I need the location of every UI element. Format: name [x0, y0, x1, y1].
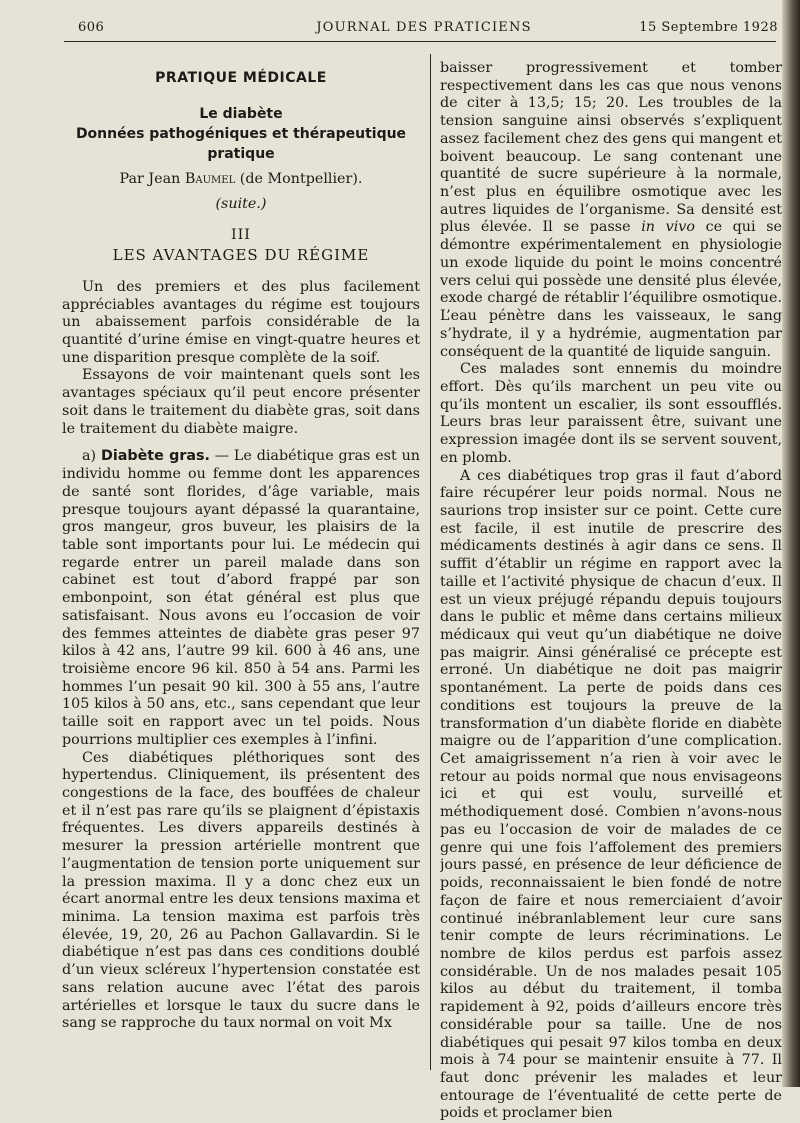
left-column — [62, 60, 420, 1033]
running-header — [64, 20, 784, 42]
paragraph: A ces diabétiques trop gras il faut d’abord faire récupérer leur poids normal. Nous ne saurions trop insister sur ce point. Cette cure est facile, il est inutile de prescrire des médicaments destinés à agir dans ce sens. Il suffit d’établir un régime en rapport avec la taille et l’activité physique de chacun d’eux. Il est un vieux préjugé répandu depuis toujours dans le public et même dans certains milieux médicaux qui veut qu’un diabétique ne doive pas maigrir. Ainsi généralisé ce précepte est erroné. Un diabétique ne doit pas maigrir spontanément. La perte de poids dans ces conditions est toujours la preuve de la transformation d’un diabète floride en diabète maigre ou de l’apparition d’une complication. Cet amaigrissement n’a rien à voir avec le retour au poids normal que nous envisageons ici et qui est voulu, surveillé et méthodiquement dosé. Combien n’avons-nous pas eu l’occasion de voir de malades de ce genre qui une fois l’affolement des premiers jours passé, en présence de leur déficience de poids, reconnaissaient le bien fondé de notre façon de faire et nous remerciaient d’avoir continué inébranlablement leur cure sans tenir compte de leurs récriminations. Le nombre de kilos perdus est parfois assez considérable. Un de nos malades pesait 105 kilos au début du traitement, il tomba rapidement à 92, poids d’ailleurs encore très considérable pour sa taille. Une de nos diabétiques qui pesait 97 kilos tomba en deux mois à 74 pour se maintenir ensuite à 77. Il faut donc prévenir les malades et leur entourage de l’éventualité de cette perte de poids et proclamer bien — [440, 467, 782, 1122]
article-subtitle: Données pathogéniques et thérapeutique pratique — [75, 125, 407, 162]
text-run: baisser progressivement et tomber respectivement dans les cas que nous venons de citer à 13,5; 15; 20. Les troubles de la tension sanguine ainsi observés s’expliquent assez facilement chez des gens qui mangent et boivent beaucoup. Le sang contenant une quantité de sucre supérieure à la normale, n’est plus en équilibre osmotique avec les autres liquides de l’organisme. Sa densité est plus élevée. Il se passe — [440, 60, 782, 236]
page-edge-shadow — [782, 0, 800, 1087]
page-number: 606 — [78, 20, 105, 35]
paragraph: Ces diabétiques pléthoriques sont des hypertendus. Cliniquement, ils présentent des congestions de la face, des bouffées de chaleur et il n’est pas rare qu’ils se plaignent d’épistaxis fréquentes. Les divers appareils destinés à mesurer la pression artérielle montrent que l’augmentation de tension porte uniquement sur la pression maxima. Il y a donc chez eux un écart anormal entre les deux tensions maxima et minima. La tension maxima est parfois très élevée, 19, 20, 26 au Pachon Gallavardin. Si le diabétique n’est pas dans ces conditions doublé d’un vieux scléreux l’hypertension constatée est sans relation aucune avec l’état des parois artérielles et lorsque le taux du sucre dans le sang se rapproche du taux normal on voit Mx — [62, 749, 420, 1032]
part-number: III — [231, 227, 251, 244]
paragraph — [440, 60, 782, 361]
paragraph-body: — Le diabétique gras est un individu homme ou femme dont les apparences de santé sont florides, d’âge variable, mais presque toujours ayant dépassé la quarantaine, gros mangeur, gros buveur, les plaisirs de la table sont importants pour lui. Le médecin qui regarde entrer un pareil malade dans son cabinet est tout d’abord frappé par son embonpoint, son état général est plus que satisfaisant. Nous avons eu l’occasion de voir des femmes atteintes de diabète gras peser 97 kilos à 42 ans, l’autre 99 kil. 600 à 46 ans, une troisième encore 96 kil. 850 à 54 ans. Parmi les hommes l’un pesait 90 kil. 300 à 55 ans, l’autre 105 kilos à 50 ans, etc., sans cependant que leur taille soit en rapport avec un tel poids. Nous pourrions multiplier ces exemples à l’infini. — [62, 448, 421, 748]
part-title: LES AVANTAGES DU RÉGIME — [112, 246, 370, 265]
journal-title: JOURNAL DES PRATICIENS — [316, 20, 532, 35]
header-rule — [64, 41, 776, 42]
paragraph: Ces malades sont ennemis du moindre effort. Dès qu’ils marchent un peu vite ou qu’ils montent un escalier, ils sont essoufflés. Leurs bras leur paraissent être, suivant une expression imagée dont ils se servent souvent, en plomb. — [440, 361, 782, 466]
author-line — [62, 168, 420, 190]
italic-phrase: in vivo — [641, 219, 695, 236]
item-label: a) — [82, 448, 97, 465]
paragraph: Essayons de voir maintenant quels sont les avantages spéciaux qu’il peut encore présenter soit dans le traitement du diabète gras, soit dans le traitement du diabète maigre. — [62, 367, 420, 437]
continuation-note: (suite.) — [215, 195, 267, 212]
column-divider — [430, 54, 431, 1070]
paragraph-diabete-gras — [62, 448, 420, 749]
paragraph: Un des premiers et des plus facilement appréciables avantages du régime est toujours un abaissement parfois considérable de la quantité d’urine émise en vingt-quatre heures et une disparition presque complète de la soif. — [62, 278, 420, 366]
text-run: ce qui se démontre expérimentalement en physiologie un exode liquide du point le moins concentré vers celui qui possède une densité plus élevée, exode chargé de rétablir l’équilibre osmotique. L’eau pénètre dans les vaisseaux, le sang s’hydrate, il y a hydrémie, augmentation par conséquent de la quantité de liquide sanguin. — [440, 219, 782, 360]
author-suffix: (de Montpellier). — [239, 170, 363, 187]
right-column — [440, 60, 782, 1123]
article-title: Le diabète — [199, 105, 283, 122]
author-name: Baumel — [184, 170, 236, 187]
author-prefix: Par Jean — [119, 170, 181, 187]
issue-date: 15 Septembre 1928 — [639, 20, 778, 35]
subheading: Diabète gras. — [100, 448, 210, 465]
section-title: PRATIQUE MÉDICALE — [155, 70, 327, 86]
